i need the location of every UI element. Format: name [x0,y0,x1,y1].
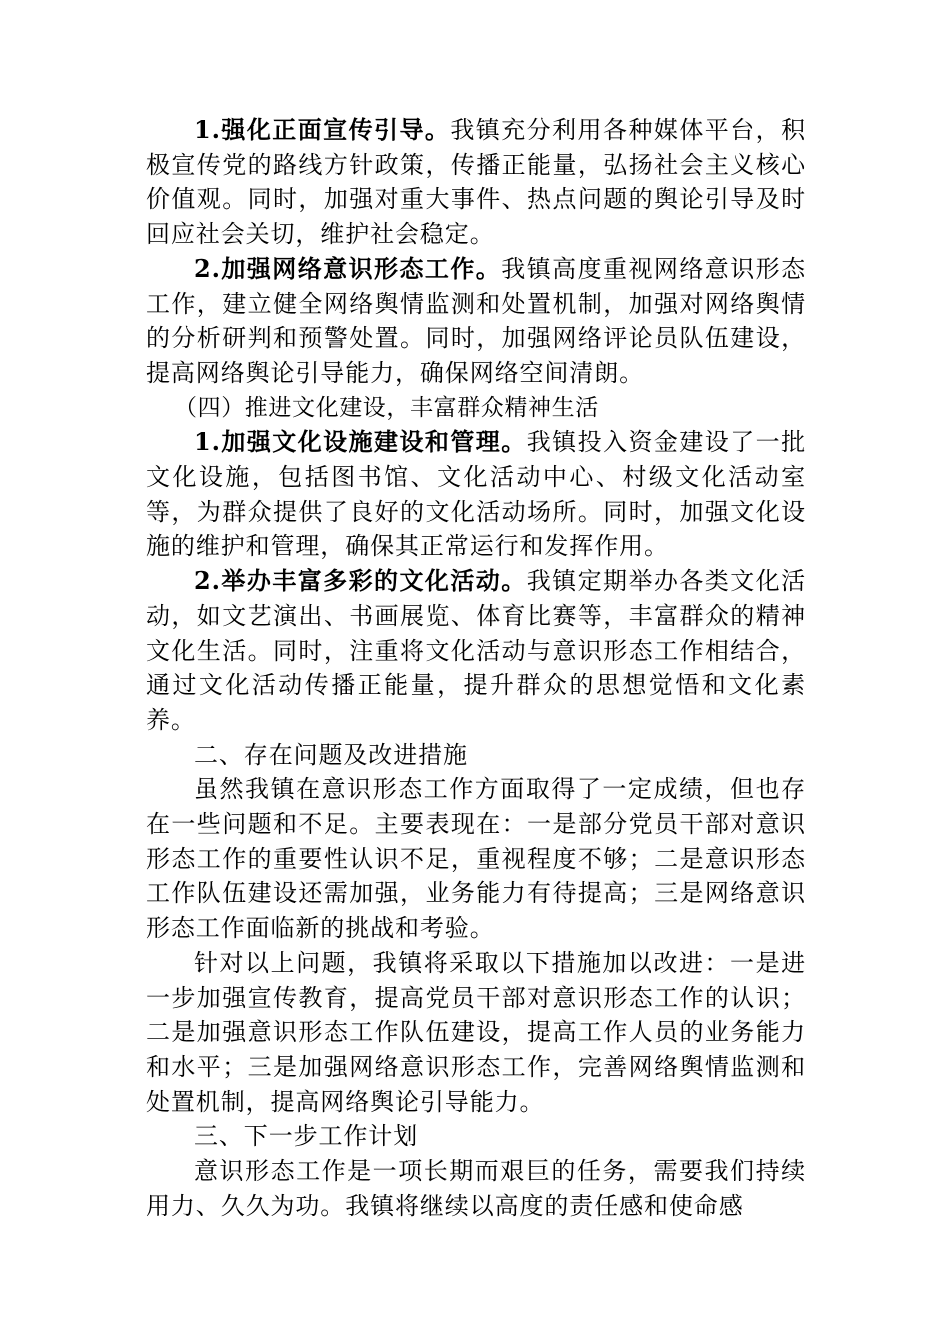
section-heading-problems: 二、存在问题及改进措施 [194,740,468,769]
paragraph-improvements: 针对以上问题，我镇将采取以下措施加以改进：一是进一步加强宣传教育，提高党员干部对意识形态工作的认识；二是加强意识形态工作队伍建设，提高工作人员的业务能力和水平；三是加强网络意识形态工作，完善网络舆情监测和处置机制，提高网络舆论引导能力。 [146,948,806,1116]
paragraph-cultural-facilities [146,425,806,564]
paragraph-lead: 1.加强文化设施建设和管理。 [194,427,527,457]
paragraph-body: 我镇定期举办各类文化活动，如文艺演出、书画展览、体育比赛等，丰富群众的精神文化生活。同时，注重将文化活动与意识形态工作相结合，通过文化活动传播正能量，提升群众的思想觉悟和文化素养。 [146,567,806,734]
paragraph-lead: 2.加强网络意识形态工作。 [194,253,502,283]
paragraph-online-ideology [146,252,806,391]
paragraph-body: 我镇投入资金建设了一批文化设施，包括图书馆、文化活动中心、村级文化活动室等，为群众提供了良好的文化活动场所。同时，加强文化设施的维护和管理，确保其正常运行和发挥作用。 [146,428,806,561]
section-heading-next-steps: 三、下一步工作计划 [194,1122,419,1151]
subheading-culture: （四）推进文化建设，丰富群众精神生活 [174,394,599,421]
paragraph-body: 我镇高度重视网络意识形态工作，建立健全网络舆情监测和处置机制，加强对网络舆情的分析研判和预警处置。同时，加强网络评论员队伍建设，提高网络舆论引导能力，确保网络空间清朗。 [146,254,806,387]
paragraph-lead: 1.强化正面宣传引导。 [194,115,451,144]
document-page [146,113,806,1224]
paragraph-cultural-activities [146,564,806,738]
paragraph-body: 我镇充分利用各种媒体平台，积极宣传党的路线方针政策，传播正能量，弘扬社会主义核心价值观。同时，加强对重大事件、热点问题的舆论引导及时回应社会关切，维护社会稳定。 [146,116,806,249]
paragraph-problems: 虽然我镇在意识形态工作方面取得了一定成绩，但也存在一些问题和不足。主要表现在：一是部分党员干部对意识形态工作的重要性认识不足，重视程度不够；二是意识形态工作队伍建设还需加强，业务能力有待提高；三是网络意识形态工作面临新的挑战和考验。 [146,775,806,943]
paragraph-positive-publicity [146,113,806,252]
paragraph-lead: 2.举办丰富多彩的文化活动。 [194,566,527,596]
paragraph-next-steps: 意识形态工作是一项长期而艰巨的任务，需要我们持续用力、久久为功。我镇将继续以高度的责任感和使命感 [146,1157,806,1220]
